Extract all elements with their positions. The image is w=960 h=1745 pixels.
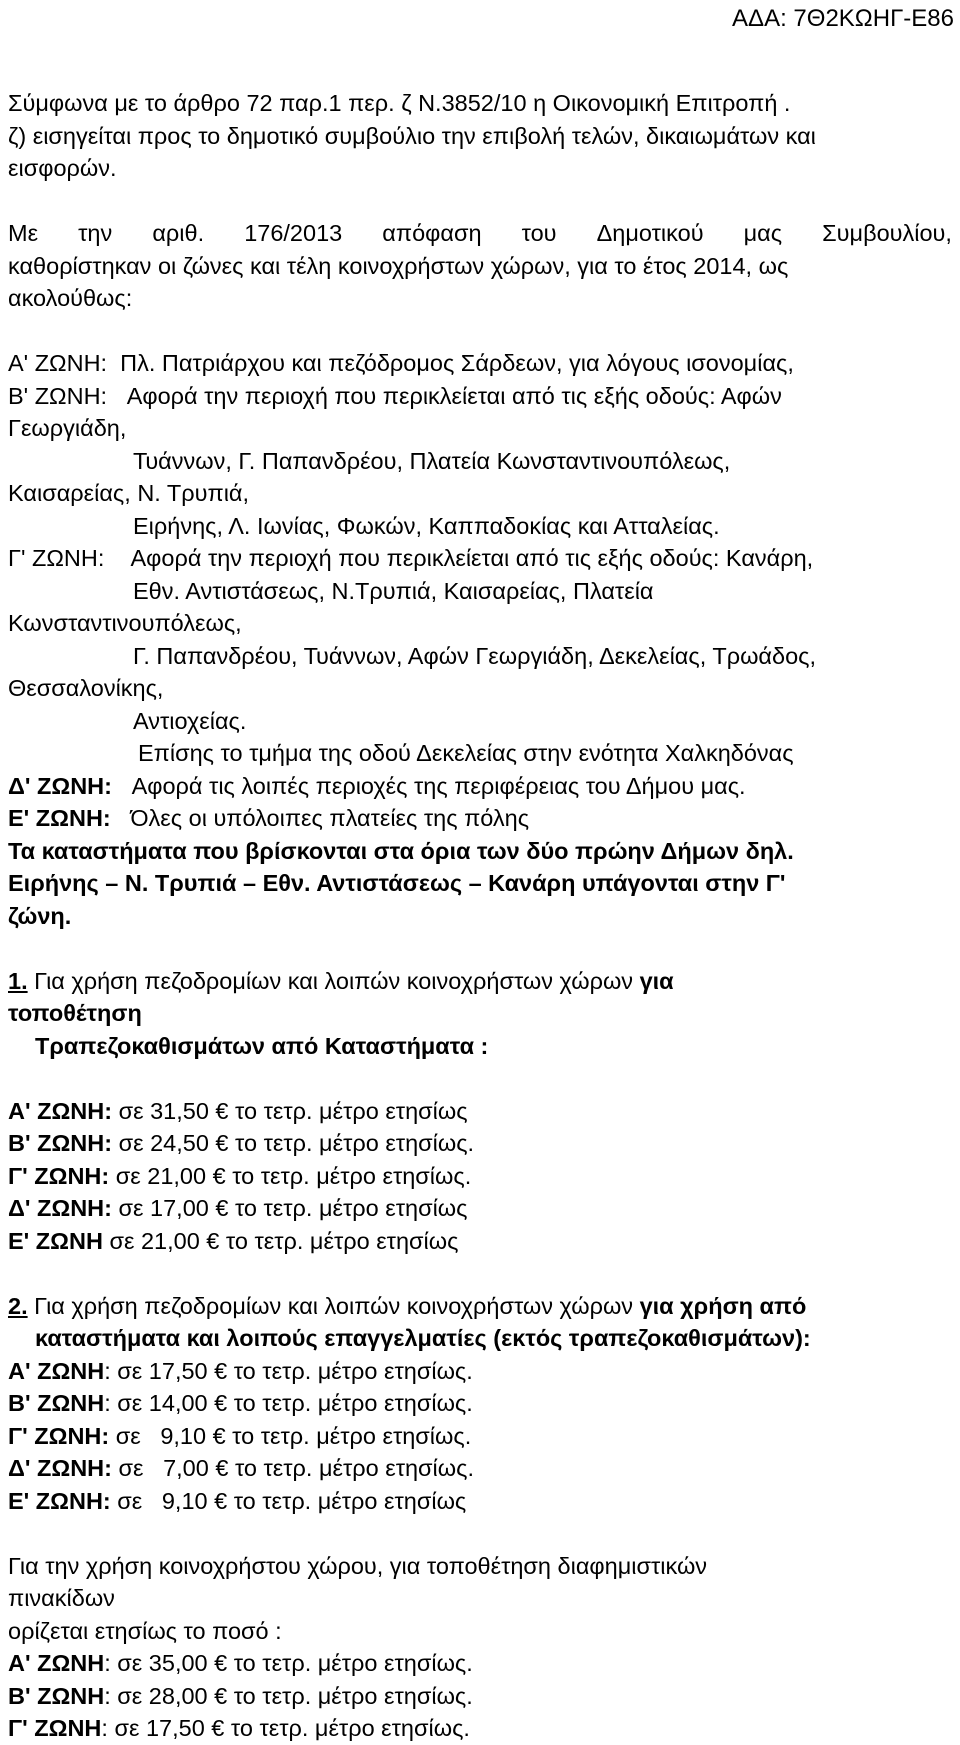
decision-word: Συμβουλίου, [822,220,952,246]
rate-value: : σε 28,00 € το τετρ. μέτρο ετησίως. [104,1682,473,1709]
section1-heading-line [8,965,952,998]
rate-value: σε 9,10 € το τετρ. μέτρο ετησίως [110,1487,467,1514]
zones-note-line: ζώνη. [8,902,72,929]
zone-d-label: Δ' ΖΩΝΗ: [8,772,112,799]
section2-rate-row [8,1420,952,1453]
rate-zone-label: Β' ΖΩΝΗ [8,1390,105,1416]
zone-a-text: Πλ. Πατριάρχου και πεζόδρομος Σάρδεων, για λόγους ισονομίας, [120,350,794,376]
rate-zone-label: Δ' ΖΩΝΗ: [8,1195,112,1221]
section2-text: Για χρήση πεζοδρομίων και λοιπών κοινοχρήστων χώρων [27,1292,640,1319]
section3-rate-row [8,1712,952,1745]
decision-word: την [78,220,113,246]
rate-value: σε 21,00 € το τετρ. μέτρο ετησίως [102,1227,459,1254]
section2-rate-row [8,1452,952,1485]
decision-word: απόφαση [382,220,482,246]
zone-g-text: Αφορά την περιοχή που περικλείεται από τις εξής οδούς: Κανάρη, [130,545,814,571]
rate-zone-label: Ε' ΖΩΝΗ [8,1227,103,1254]
section3-rate-row [8,1680,952,1713]
zone-b-line: Γεωργιάδη, [8,415,127,441]
rate-zone-label: Δ' ΖΩΝΗ: [8,1455,112,1481]
section1-rate-row [8,1127,952,1160]
zone-e-label: Ε' ΖΩΝΗ: [8,805,111,831]
zone-g-label: Γ' ΖΩΝΗ: [8,545,105,571]
zone-g-line: Γ. Παπανδρέου, Τυάννων, Αφών Γεωργιάδη, Δεκελείας, Τρωάδος, [133,642,817,669]
rate-value: : σε 14,00 € το τετρ. μέτρο ετησίως. [104,1390,473,1416]
zone-b-line: Τυάννων, Γ. Παπανδρέου, Πλατεία Κωνσταντινουπόλεως, [133,447,731,474]
zones-note-line: Ειρήνης – Ν. Τρυπιά – Εθν. Αντιστάσεως – Κανάρη υπάγονται στην Γ' [8,870,786,896]
zone-e-text: Όλες οι υπόλοιπες πλατείες της πόλης [130,805,530,831]
rate-value: : σε 35,00 € το τετρ. μέτρο ετησίως. [104,1650,473,1676]
rate-zone-label: Ε' ΖΩΝΗ: [8,1487,111,1514]
zone-g-line [8,542,952,575]
decision-line: καθορίστηκαν οι ζώνες και τέλη κοινοχρήστων χώρων, για το έτος 2014, ως [8,252,789,279]
decision-word: αριθ. [152,220,205,246]
zone-g-line: Κωνσταντινουπόλεως, [8,610,242,636]
rate-value: σε 31,50 € το τετρ. μέτρο ετησίως [112,1097,468,1124]
section2-rate-row [8,1387,952,1420]
rate-zone-label: Β' ΖΩΝΗ: [8,1130,113,1156]
section3-line: πινακίδων [8,1585,115,1611]
section2-heading-line [8,1290,952,1323]
zones-note-line: Τα καταστήματα που βρίσκονται στα όρια των δύο πρώην Δήμων δηλ. [8,837,794,864]
section2-text-bold: για χρήση από [639,1292,807,1319]
rate-zone-label: Γ' ΖΩΝΗ [8,1715,102,1741]
section1-heading-line: Τραπεζοκαθισμάτων από Καταστήματα : [35,1032,489,1059]
section3-line: ορίζεται ετησίως το ποσό : [8,1617,282,1644]
zone-a-label: Α' ΖΩΝΗ: [8,350,108,376]
rate-value: : σε 17,50 € το τετρ. μέτρο ετησίως. [104,1357,473,1384]
decision-word: του [521,220,557,246]
zone-g-line: Εθν. Αντιστάσεως, Ν.Τρυπιά, Καισαρείας, Πλατεία [133,577,654,604]
document-body [8,87,952,1745]
rate-zone-label: Β' ΖΩΝΗ [8,1682,105,1709]
zone-g-line: Επίσης το τμήμα της οδού Δεκελείας στην ενότητα Χαλκηδόνας [138,740,794,766]
zone-b-label: Β' ΖΩΝΗ: [8,382,108,409]
zone-d-text: Αφορά τις λοιπές περιοχές της περιφέρειας του Δήμου μας. [131,772,746,799]
zone-d-line [8,770,952,803]
section1-rate-row [8,1225,952,1258]
section1-heading-line: τοποθέτηση [8,1000,142,1026]
rate-value: σε 24,50 € το τετρ. μέτρο ετησίως. [112,1130,475,1156]
rate-zone-label: Γ' ΖΩΝΗ: [8,1422,110,1449]
section1-rate-row [8,1160,952,1193]
section1-rate-row [8,1095,952,1128]
rate-zone-label: Α' ΖΩΝΗ [8,1650,105,1676]
rate-value: σε 21,00 € το τετρ. μέτρο ετησίως. [109,1162,472,1189]
rate-value: : σε 17,50 € το τετρ. μέτρο ετησίως. [101,1715,470,1741]
zone-b-line [8,380,952,413]
decision-word: Δημοτικού [596,220,704,246]
rate-zone-label: Α' ΖΩΝΗ: [8,1097,113,1124]
zone-g-line: Θεσσαλονίκης, [8,675,164,701]
decision-word: Με [8,220,39,246]
section1-text-bold: για [639,967,674,994]
section3-rate-row [8,1647,952,1680]
section1-rate-row [8,1192,952,1225]
rate-zone-label: Γ' ΖΩΝΗ: [8,1162,110,1189]
zone-b-line: Καισαρείας, Ν. Τρυπιά, [8,480,250,506]
zone-b-text: Αφορά την περιοχή που περικλείεται από τις εξής οδούς: Αφών [126,382,782,409]
decision-line: ακολούθως: [8,285,133,311]
zone-e-line [8,802,952,835]
section1-number: 1. [8,967,28,994]
decision-word: 176/2013 [244,220,343,246]
decision-line [8,217,952,250]
section2-heading-line: καταστήματα και λοιπούς επαγγελματίες (εκτός τραπεζοκαθισμάτων): [35,1325,811,1351]
intro-line: εισφορών. [8,155,117,181]
zone-a-line [8,347,952,380]
section2-number: 2. [8,1292,28,1319]
zone-b-line: Ειρήνης, Λ. Ιωνίας, Φωκών, Καππαδοκίας και Ατταλείας. [133,512,720,539]
section1-text: Για χρήση πεζοδρομίων και λοιπών κοινοχρήστων χώρων [27,967,640,994]
zone-g-line: Αντιοχείας. [133,707,247,734]
intro-line: Σύμφωνα με το άρθρο 72 παρ.1 περ. ζ Ν.3852/10 η Οικονομική Επιτροπή . [8,90,791,116]
section2-rate-row [8,1355,952,1388]
section3-line: Για την χρήση κοινοχρήστου χώρου, για τοποθέτηση διαφημιστικών [8,1552,708,1579]
rate-value: σε 9,10 € το τετρ. μέτρο ετησίως. [109,1422,472,1449]
rate-value: σε 7,00 € το τετρ. μέτρο ετησίως. [111,1455,474,1481]
decision-word: μας [743,220,783,246]
rate-zone-label: Α' ΖΩΝΗ [8,1357,105,1384]
rate-value: σε 17,00 € το τετρ. μέτρο ετησίως [111,1195,468,1221]
ada-code: ΑΔΑ: 7Θ2ΚΩΗΓ-Ε86 [732,5,954,32]
intro-line: ζ) εισηγείται προς το δημοτικό συμβούλιο την επιβολή τελών, δικαιωμάτων και [8,122,816,149]
section2-rate-row [8,1485,952,1518]
